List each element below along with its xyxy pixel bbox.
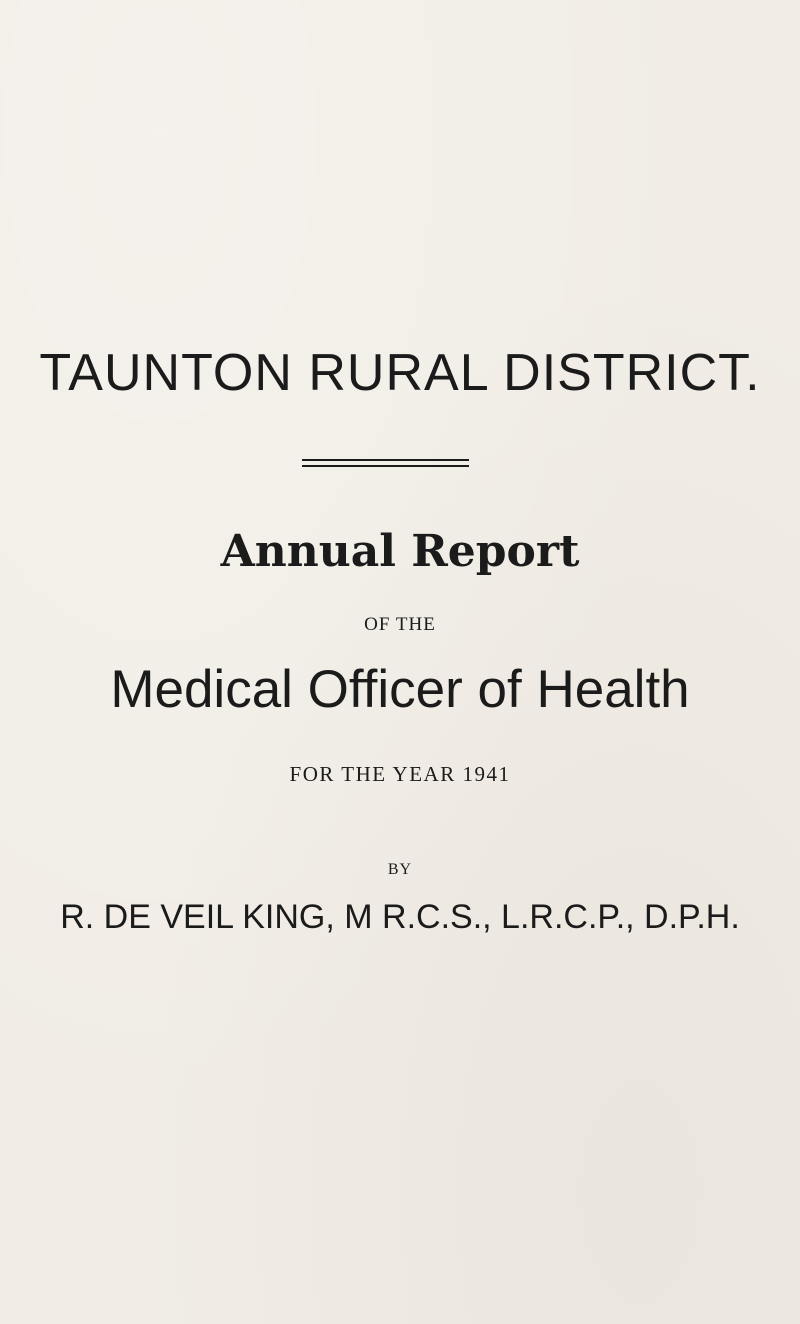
double-rule-top (302, 459, 469, 461)
by-text: BY (387, 861, 413, 878)
double-rule-bottom (302, 465, 469, 467)
author-name: R. DE VEIL KING, M R.C.S., L.R.C.P., D.P.H. (60, 898, 740, 936)
of-the-text: OF THE (364, 614, 436, 635)
officer-title: Medical Officer of Health (110, 660, 690, 719)
year-line: FOR THE YEAR 1941 (289, 762, 511, 786)
district-heading: TAUNTON RURAL DISTRICT. (39, 344, 761, 402)
report-title: Annual Report (220, 526, 580, 577)
